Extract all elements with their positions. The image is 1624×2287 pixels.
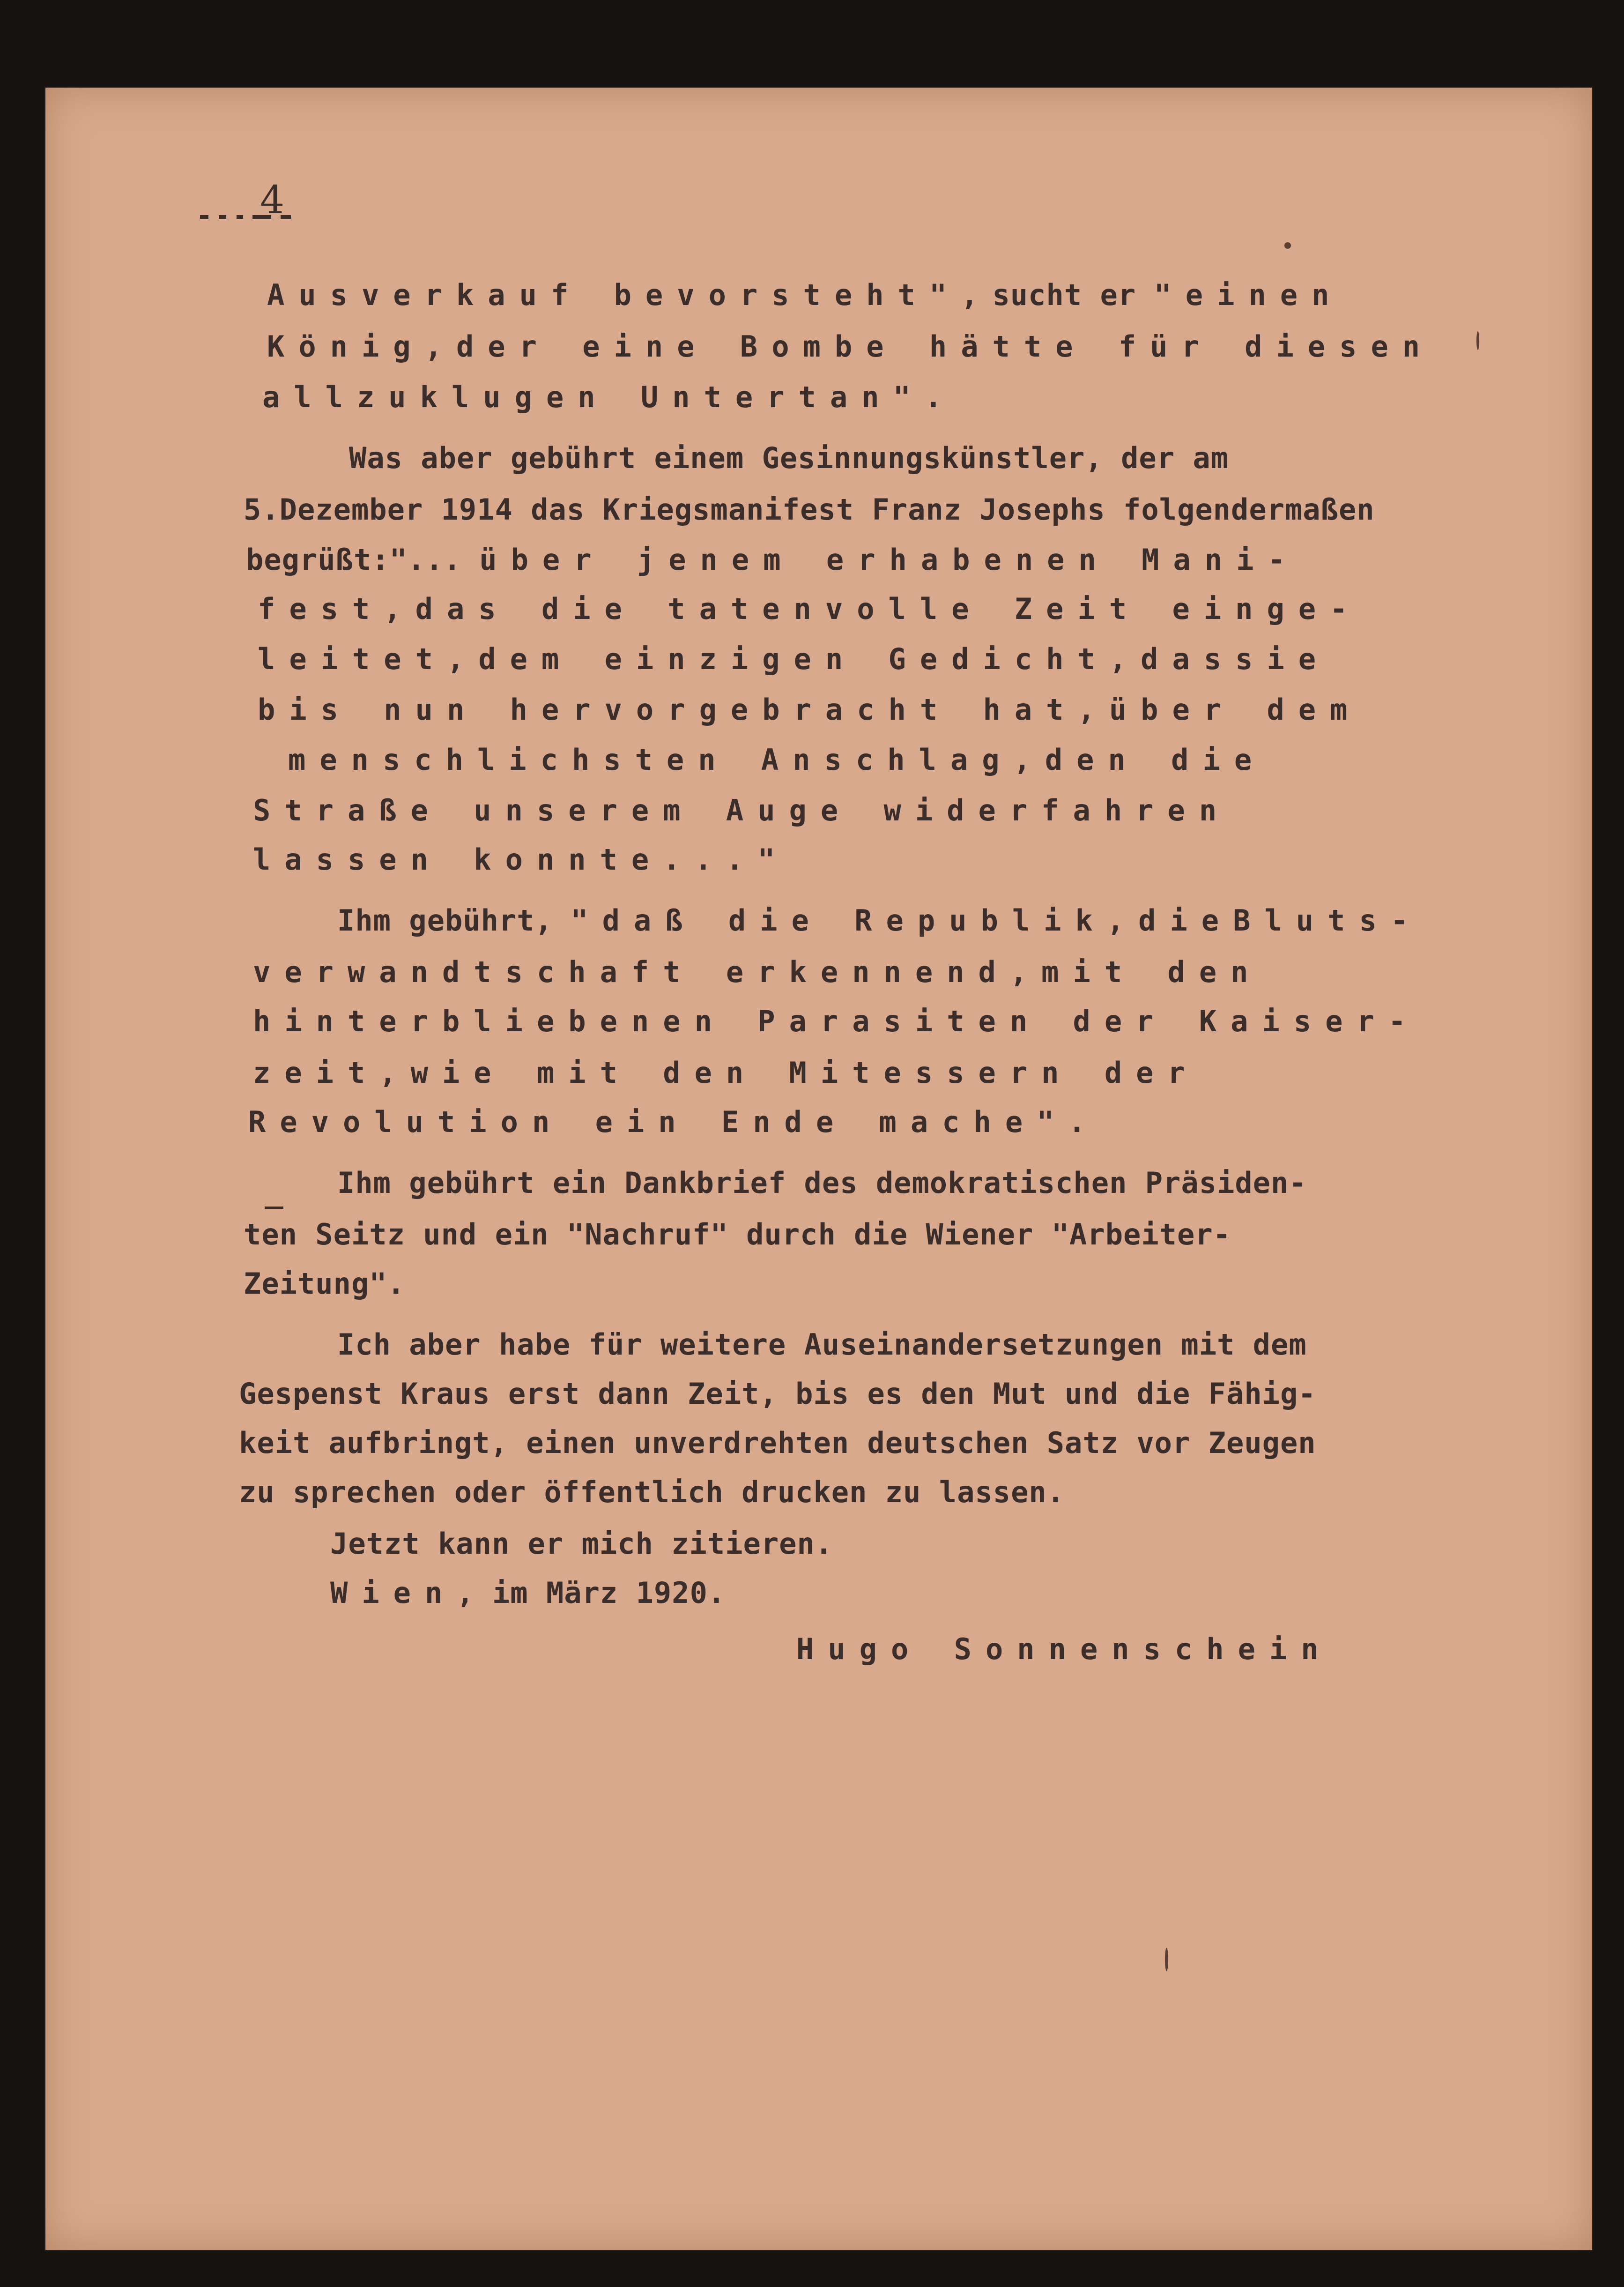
text-segment: über jenem erhabenen Mani- bbox=[479, 543, 1299, 577]
text-segment: zeit,wie mit den Mitessern der bbox=[253, 1056, 1199, 1090]
text-line bbox=[253, 954, 1262, 991]
text-line bbox=[337, 902, 1422, 939]
text-segment: lassen konnte..." bbox=[253, 842, 789, 877]
text-line bbox=[267, 328, 1434, 365]
text-segment: bis nun hervorgebracht hat,über dem bbox=[258, 693, 1362, 727]
text-segment: allzuklugen Untertan". bbox=[262, 380, 957, 414]
text-segment: Wien bbox=[330, 1576, 457, 1610]
text-line bbox=[337, 1164, 1307, 1202]
text-line bbox=[253, 841, 789, 879]
text-line bbox=[239, 1474, 1065, 1511]
text-segment: Gespenst Kraus erst dann Zeit, bis es den Mut und die Fähig- bbox=[239, 1377, 1316, 1411]
text-line bbox=[349, 440, 1229, 477]
margin-dash bbox=[265, 1207, 283, 1209]
text-segment: leitet,dem einzigen Gedicht,dassie bbox=[258, 642, 1330, 676]
text-line bbox=[258, 691, 1361, 729]
text-line bbox=[330, 1525, 833, 1563]
text-segment: 5.Dezember 1914 das Kriegsmanifest Franz Josephs folgendermaßen bbox=[244, 492, 1375, 527]
text-line bbox=[258, 590, 1361, 628]
text-line bbox=[330, 1574, 726, 1612]
text-line bbox=[262, 379, 956, 416]
page-number: 4 bbox=[260, 178, 285, 223]
text-segment: ten Seitz und ein "Nachruf" durch die Wiener "Arbeiter- bbox=[244, 1217, 1231, 1252]
text-line bbox=[244, 1265, 405, 1303]
text-segment: "einen bbox=[1154, 278, 1343, 312]
text-line bbox=[246, 541, 1299, 579]
text-segment: fest,das die tatenvolle Zeit einge- bbox=[258, 592, 1362, 626]
text-segment: Hugo Sonnenschein bbox=[796, 1632, 1333, 1666]
text-segment: Ich aber habe für weitere Auseinandersetzungen mit dem bbox=[337, 1327, 1307, 1362]
text-segment: "daß die Republik,dieBluts- bbox=[571, 903, 1423, 938]
text-line bbox=[253, 1054, 1199, 1092]
text-segment: Ihm gebührt ein Dankbrief des demokratischen Präsiden- bbox=[337, 1166, 1307, 1200]
text-segment: , im März 1920. bbox=[456, 1576, 726, 1610]
text-line bbox=[337, 1326, 1307, 1363]
text-segment: Was aber gebührt einem Gesinnungskünstler, der am bbox=[349, 441, 1229, 475]
text-line bbox=[253, 1003, 1420, 1040]
text-line bbox=[258, 641, 1330, 678]
text-line bbox=[244, 491, 1375, 529]
text-line bbox=[239, 1375, 1316, 1413]
text-line bbox=[244, 1216, 1231, 1253]
text-segment: verwandtschaft erkennend,mit den bbox=[253, 955, 1262, 989]
text-segment: Straße unserem Auge widerfahren bbox=[253, 793, 1231, 827]
text-segment: Ausverkauf bevorsteht", bbox=[267, 278, 993, 312]
text-line bbox=[253, 792, 1231, 829]
text-segment: Ihm gebührt, bbox=[337, 903, 571, 938]
text-segment: keit aufbringt, einen unverdrehten deutschen Satz vor Zeugen bbox=[239, 1426, 1316, 1460]
text-line bbox=[248, 1103, 1100, 1141]
text-line bbox=[288, 741, 1266, 779]
text-segment: König,der eine Bombe hätte für diesen bbox=[267, 329, 1434, 364]
text-segment: Jetzt kann er mich zitieren. bbox=[330, 1527, 833, 1561]
text-line bbox=[239, 1424, 1316, 1462]
text-segment: Zeitung". bbox=[244, 1266, 405, 1301]
text-segment: hinterbliebenen Parasiten der Kaiser- bbox=[253, 1004, 1420, 1038]
text-segment: menschlichsten Anschlag,den die bbox=[288, 743, 1266, 777]
text-line bbox=[267, 276, 1343, 314]
text-segment: Revolution ein Ende mache". bbox=[248, 1105, 1100, 1139]
text-segment: sucht er bbox=[992, 278, 1154, 312]
text-segment: zu sprechen oder öffentlich drucken zu lassen. bbox=[239, 1475, 1065, 1509]
text-line bbox=[796, 1631, 1333, 1668]
text-segment: begrüßt:"... bbox=[246, 543, 480, 577]
